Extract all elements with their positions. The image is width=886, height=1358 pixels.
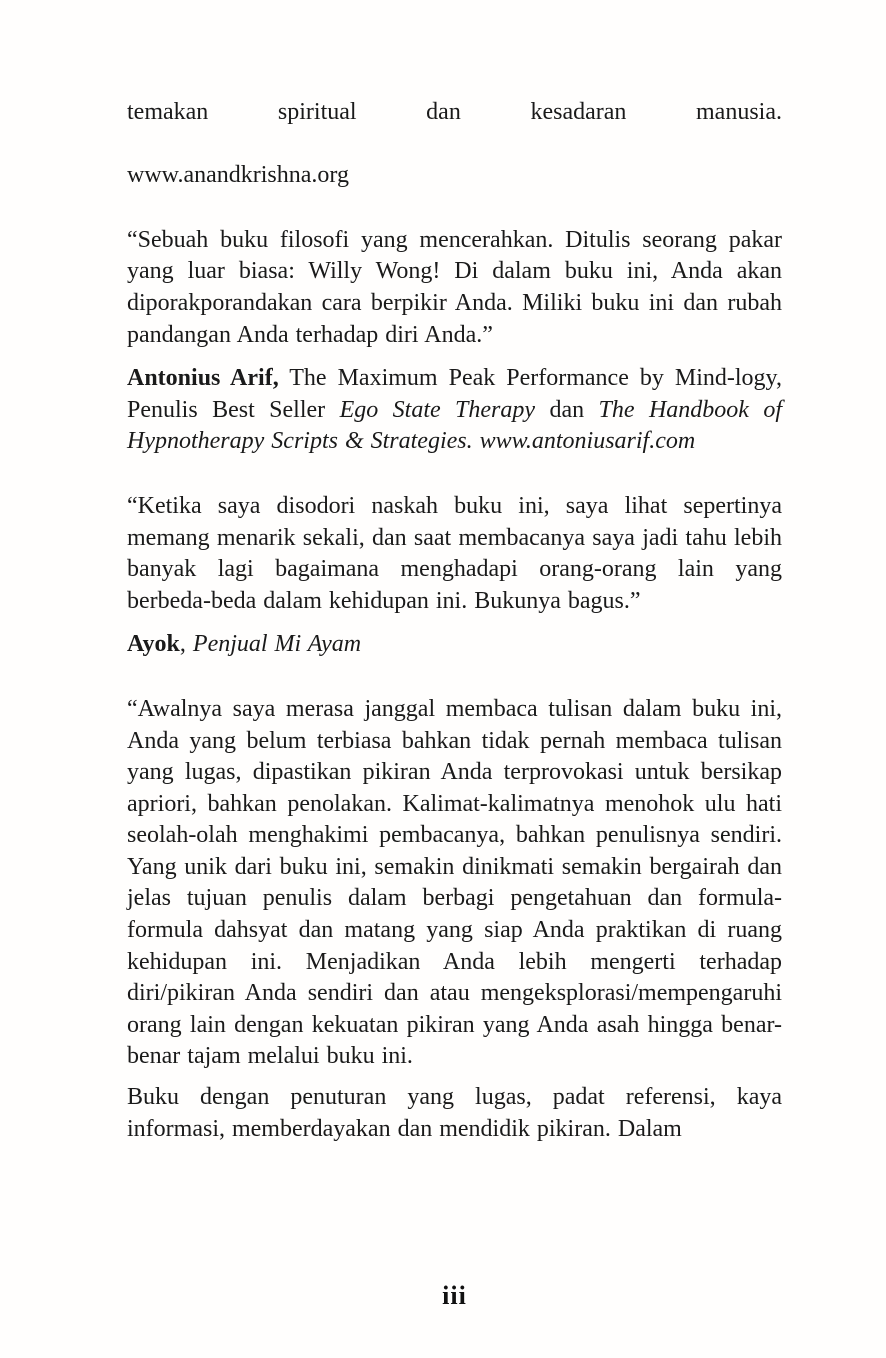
testimonial-attribution-2 <box>127 629 782 661</box>
attribution-role-2: Penjual Mi Ayam <box>192 631 362 658</box>
continuation-text: temakan spiritual dan kesadaran manusia. <box>127 99 782 125</box>
attribution-website-1: www.antoniusarif.com <box>472 428 696 455</box>
attribution-name-2: Ayok <box>127 631 180 658</box>
attribution-name-1: Antonius Arif, <box>127 365 279 392</box>
continuation-website: www.anandkrishna.org <box>127 162 349 189</box>
testimonial-quote-1: “Sebuah buku filosofi yang mencerahkan. Ditulis seorang pakar yang luar biasa: Willy Wong! Di dalam buku ini, Anda akan diporakporandakan cara berpikir Anda. Miliki buku ini dan rubah pandangan Anda terhadap diri Anda.” <box>127 226 782 348</box>
attribution-book-title-1: Ego State Therapy <box>339 396 536 423</box>
page-number: iii <box>442 1281 467 1310</box>
paragraph-continuation <box>127 97 782 192</box>
attribution-separator-2: , <box>179 631 193 658</box>
attribution-book-title-2: The Handbook of Hypnotherapy Scripts & Strategies. <box>127 396 783 455</box>
attribution-role-1: The Maximum Peak Performance by Mind-logy, Penulis Best Seller <box>127 365 782 423</box>
testimonial-quote-3-continued: Buku dengan penuturan yang lugas, padat referensi, kaya informasi, memberdayakan dan mendidik pikiran. Dalam <box>127 1084 782 1142</box>
attribution-conjunction-1: dan <box>535 396 599 423</box>
testimonial-attribution-1 <box>127 363 782 458</box>
text-block <box>127 97 782 1145</box>
testimonial-quote-2: “Ketika saya disodori naskah buku ini, saya lihat sepertinya memang menarik sekali, dan saat membacanya saya jadi tahu lebih banyak lagi bagaimana menghadapi orang-orang lain yang berbeda-beda dalam kehidupan ini. Bukunya bagus.” <box>127 492 782 614</box>
testimonial-quote-3: “Awalnya saya merasa janggal membaca tulisan dalam buku ini, Anda yang belum terbiasa bahkan tidak pernah membaca tulisan yang lugas, dipastikan pikiran Anda terprovokasi untuk bersikap apriori, bahkan penolakan. Kalimat-kalimatnya menohok ulu hati seolah-olah menghakimi pembacanya, bahkan penulisnya sendiri. Yang unik dari buku ini, semakin dinikmati semakin bergairah dan jelas tujuan penulis dalam berbagi pengetahuan dan formula-formula dahsyat dan matang yang siap Anda praktikan di ruang kehidupan ini. Menjadikan Anda lebih mengerti terhadap diri/pikiran Anda sendiri dan atau mengeksplorasi/mempengaruhi orang lain dengan kekuatan pikiran yang Anda asah hingga benar-benar tajam melalui buku ini. <box>127 695 782 1070</box>
